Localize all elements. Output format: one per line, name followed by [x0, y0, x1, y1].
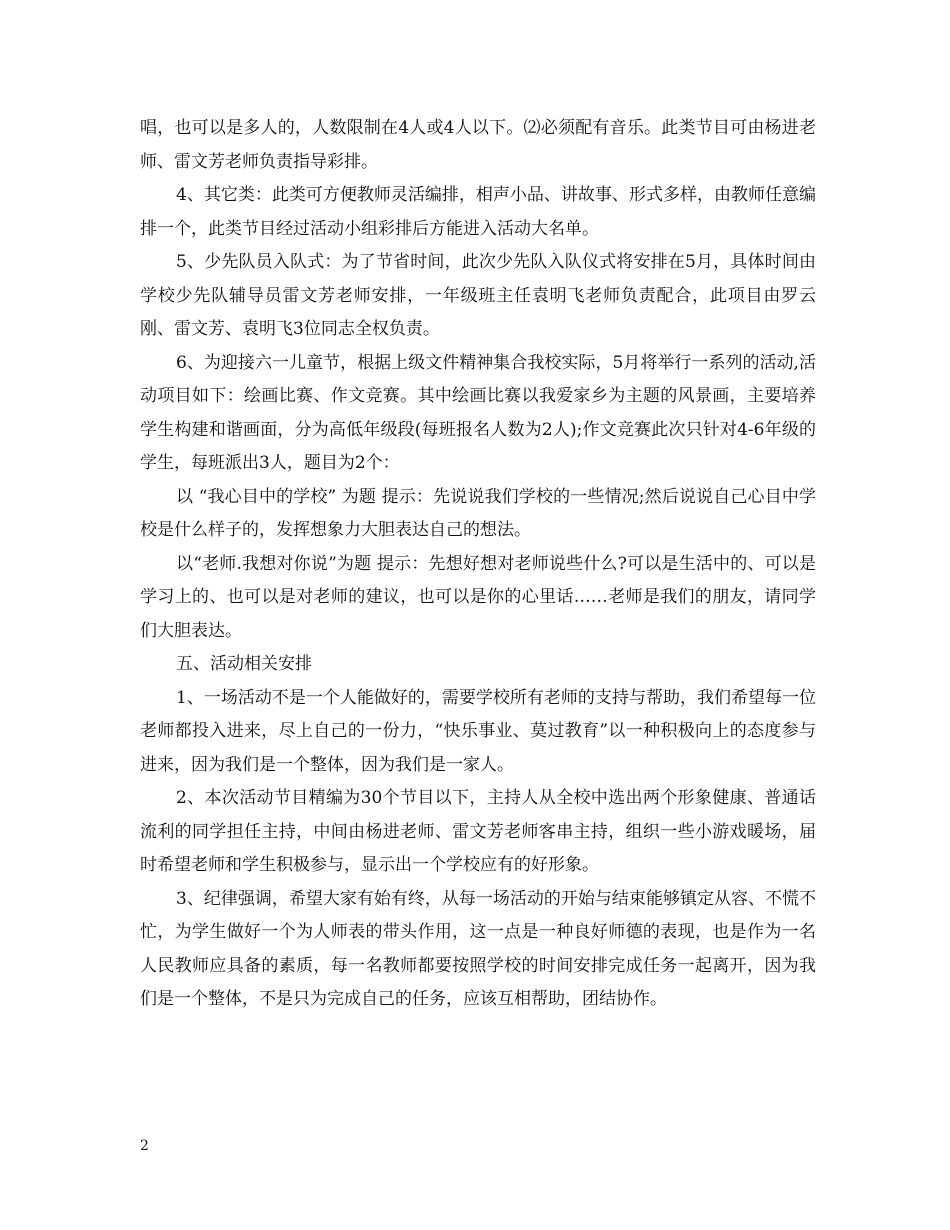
paragraph-childrens-day: 6、为迎接六一儿童节，根据上级文件精神集合我校实际，5月将举行一系列的活动,活动项目如下：绘画比赛、作文竞赛。其中绘画比赛以我爱家乡为主题的风景画，主要培养学生构建和谐画面，分为高低年级段(每班报名人数为2人);作文竞赛此次只针对4-6年级的学生，每班派出3人，题目为2个： — [140, 352, 816, 473]
document-body — [140, 112, 816, 1017]
paragraph-other-category: 4、其它类：此类可方便教师灵活编排，相声小品、讲故事、形式多样，由教师任意编排一个，此类节目经过活动小组彩排后方能进入活动大名单。 — [140, 185, 816, 239]
paragraph-essay-topic-1: 以 “我心目中的学校” 为题 提示：先说说我们学校的一些情况;然后说说自己心目中学校是什么样子的，发挥想象力大胆表达自己的想法。 — [140, 486, 816, 540]
section-heading: 五、活动相关安排 — [176, 654, 312, 674]
paragraph-arrangement-3: 3、纪律强调，希望大家有始有终，从每一场活动的开始与结束能够镇定从容、不慌不忙，为学生做好一个为人师表的带头作用，这一点是一种良好师德的表现，也是作为一名人民教师应具备的素质，每一名教师都要按照学校的时间安排完成任务一起离开，因为我们是一个整体，不是只为完成自己的任务，应该互相帮助，团结协作。 — [140, 888, 816, 1009]
page-number: 2 — [140, 1138, 149, 1154]
paragraph-continuation: 唱，也可以是多人的，人数限制在4人或4人以下。⑵必须配有音乐。此类节目可由杨进老师、雷文芳老师负责指导彩排。 — [140, 118, 816, 172]
paragraph-arrangement-2: 2、本次活动节目精编为30个节目以下，主持人从全校中选出两个形象健康、普通话流利的同学担任主持，中间由杨进老师、雷文芳老师客串主持，组织一些小游戏暖场，届时希望老师和学生积极参与，显示出一个学校应有的好形象。 — [140, 788, 816, 875]
paragraph-essay-topic-2: 以“老师.我想对你说”为题 提示：先想好想对老师说些什么?可以是生活中的、可以是学习上的、也可以是对老师的建议，也可以是你的心里话……老师是我们的朋友，请同学们大胆表达。 — [140, 553, 816, 641]
paragraph-arrangement-1: 1、一场活动不是一个人能做好的，需要学校所有老师的支持与帮助，我们希望每一位老师都投入进来，尽上自己的一份力，“快乐事业、莫过教育”以一种积极向上的态度参与进来，因为我们是一个整体，因为我们是一家人。 — [140, 687, 816, 775]
paragraph-young-pioneers: 5、少先队员入队式：为了节省时间，此次少先队入队仪式将安排在5月，具体时间由学校少先队辅导员雷文芳老师安排，一年级班主任袁明飞老师负责配合，此项目由罗云刚、雷文芳、袁明飞3位同志全权负责。 — [140, 252, 816, 339]
